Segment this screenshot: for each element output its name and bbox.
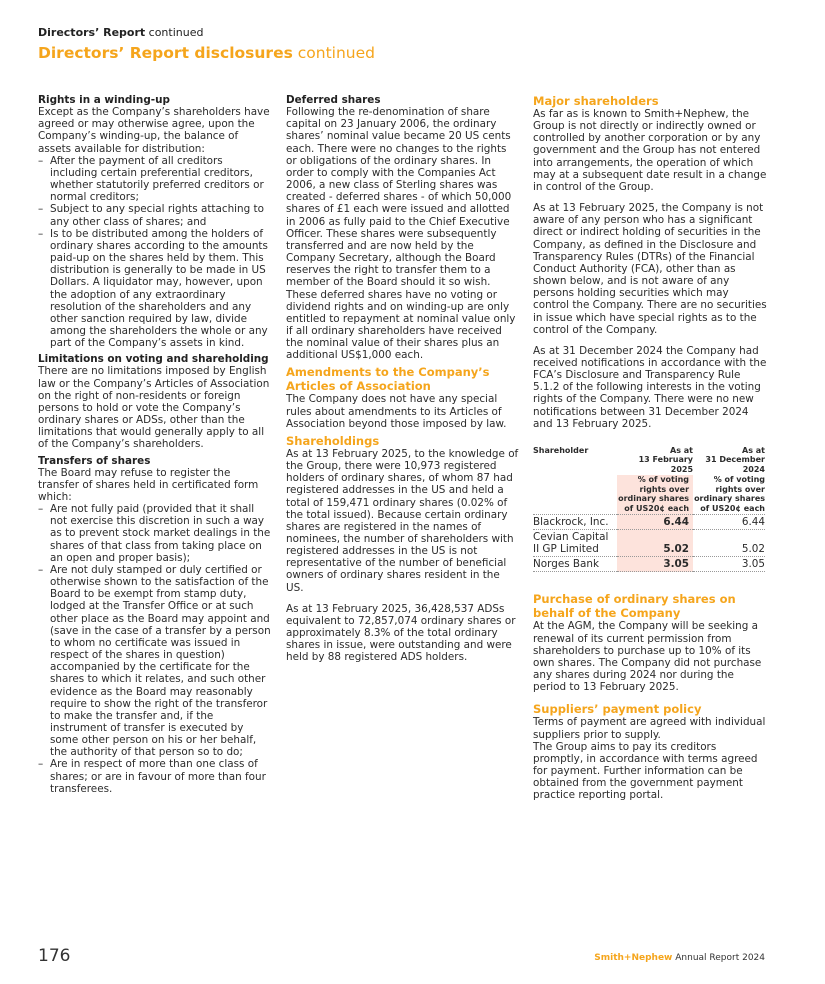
list-item: – After the payment of all creditors including certain preferential creditors, whether statutorily preferred creditors or normal creditors; — [38, 155, 272, 204]
transfers-heading: Transfers of shares — [38, 454, 151, 467]
major-text-1: As far as is known to Smith+Nephew, the Group is not directly or indirectly owned or controlled by another corporation or by any government and the Group has not entered into arrangements, the operation of which may at a subsequent date result in a change in control of the Group. — [533, 108, 767, 193]
value-2025: 3.05 — [617, 557, 693, 572]
winding-up-intro: Except as the Company’s shareholders have agreed or may otherwise agree, upon the Company’s winding-up, the balance of assets available for distribution: — [38, 106, 270, 155]
suppliers-text-2: The Group aims to pay its creditors promptly, in accordance with terms agreed for payment. Further information can be obtained from the government payment practice reporting portal. — [533, 740, 758, 802]
shareholdings-heading: Shareholdings — [286, 433, 380, 448]
column-1 — [38, 94, 272, 795]
table-subheader-2024: % of voting rights over ordinary shares of US20¢ each — [694, 475, 765, 513]
table-header-shareholder: Shareholder — [533, 445, 589, 455]
transfers-intro: The Board may refuse to register the transfer of shares held in certificated form which: — [38, 466, 259, 503]
shareholder-name: Blackrock, Inc. — [533, 515, 617, 530]
page-title-bold: Directors’ Report disclosures — [38, 44, 293, 62]
table-header-2024: As at 31 December 2024 — [705, 445, 765, 474]
value-2024: 3.05 — [693, 557, 765, 572]
section-header-continued: continued — [148, 26, 204, 39]
page-number: 176 — [38, 946, 71, 966]
suppliers-text-1: Terms of payment are agreed with individual suppliers prior to supply. — [533, 716, 766, 741]
table-row — [533, 515, 765, 530]
footer — [594, 953, 765, 963]
transfers-list — [38, 503, 272, 795]
winding-up-heading: Rights in a winding-up — [38, 94, 170, 106]
column-3 — [533, 94, 767, 801]
report-title: Annual Report 2024 — [675, 953, 765, 963]
table-subheader-2025: % of voting rights over ordinary shares of US20¢ each — [617, 475, 693, 515]
amendments-heading: Amendments to the Company’s Articles of Association — [286, 365, 490, 394]
page-title-continued: continued — [297, 44, 375, 62]
major-shareholders-table — [533, 446, 765, 573]
major-shareholders-heading: Major shareholders — [533, 94, 659, 108]
brand-name: Smith+Nephew — [594, 953, 673, 963]
major-text-2: As at 13 February 2025, the Company is not aware of any person who has a significant direct or indirect holding of securities in the Company, as defined in the Disclosure and Transparency Rules (DTRs) of the Financial Conduct Authority (FCA), other than as shown below, and is not aware of any persons holding securities which may control the Company. There are no securities in issue which have special rights as to the control of the Company. — [533, 202, 767, 336]
section-header-bold: Directors’ Report — [38, 26, 146, 39]
page-title — [38, 44, 375, 62]
shareholdings-text-2: As at 13 February 2025, 36,428,537 ADSs equivalent to 72,857,074 ordinary shares or approximately 8.3% of the total ordinary shares in issue, were outstanding and were held by 88 registered ADS holders. — [286, 602, 516, 664]
list-item: – Are not duly stamped or duly certified or otherwise shown to the satisfaction of the Board to be exempt from stamp duty, lodged at the Transfer Office or at such other place as the Board may appoint and (save in the case of a transfer by a person to whom no certificate was issued in respect of the shares in question) accompanied by the certificate for the shares to which it relates, and such other evidence as the Board may reasonably require to show the right of the transferor to make the transfer and, if the instrument of transfer is executed by some other person on his or her behalf, the authority of that person so to do; — [38, 564, 272, 759]
value-2024: 5.02 — [693, 530, 765, 557]
purchase-text: At the AGM, the Company will be seeking a renewal of its current permission from shareholders to purchase up to 10% of its own shares. The Company did not purchase any shares during 2024 nor during the period to 13 February 2025. — [533, 620, 762, 694]
deferred-heading: Deferred shares — [286, 94, 381, 106]
shareholder-name: Cevian Capital II GP Limited — [533, 530, 617, 557]
list-item: – Are in respect of more than one class of shares; or are in favour of more than four transferees. — [38, 758, 272, 794]
purchase-heading: Purchase of ordinary shares on behalf of the Company — [533, 592, 736, 621]
table-row — [533, 557, 765, 572]
shareholder-name: Norges Bank — [533, 557, 617, 572]
value-2025: 5.02 — [617, 530, 693, 557]
winding-up-list — [38, 155, 272, 350]
suppliers-heading: Suppliers’ payment policy — [533, 702, 702, 717]
deferred-text: Following the re-denomination of share capital on 23 January 2006, the ordinary shares’ nominal value became 20 US cents each. There were no changes to the rights or obligations of the ordinary shares. In order to comply with the Companies Act 2006, a new class of Sterling shares was created - deferred shares - of which 50,000 shares of £1 each were issued and allotted in 2006 as fully paid to the Chief Executive Officer. These shares were subsequently transferred and are now held by the Company Secretary, although the Board reserves the right to transfer them to a member of the Board should it so wish. These deferred shares have no voting or dividend rights and on winding-up are only entitled to repayment at nominal value only if all ordinary shareholders have received the nominal value of their shares plus an additional US$1,000 each. — [286, 106, 516, 362]
limitations-text: There are no limitations imposed by English law or the Company’s Articles of Association on the right of non-residents or foreign persons to hold or vote the Company’s ordinary shares or ADSs, other than the limitations that would generally apply to all of the Company’s shareholders. — [38, 365, 270, 451]
column-2 — [286, 94, 520, 664]
section-header — [38, 26, 203, 39]
value-2024: 6.44 — [693, 515, 765, 530]
table-row — [533, 530, 765, 557]
limitations-heading: Limitations on voting and shareholding — [38, 353, 269, 366]
major-text-3: As at 31 December 2024 the Company had received notifications in accordance with the FCA’s Disclosure and Transparency Rule 5.1.2 of the following interests in the voting rights of the Company. There were no new notifications between 31 December 2024 and 13 February 2025. — [533, 344, 767, 430]
list-item: – Are not fully paid (provided that it shall not exercise this discretion in such a way as to prevent stock market dealings in the shares of that class from taking place on an open and proper basis); — [38, 503, 272, 564]
shareholdings-text-1: As at 13 February 2025, to the knowledge of the Group, there were 10,973 registered holders of ordinary shares, of whom 87 had registered addresses in the US and held a total of 159,471 ordinary shares (0.02% of the total issued). Because certain ordinary shares are registered in the names of nominees, the number of shareholders with registered addresses in the US is not representative of the number of beneficial owners of ordinary shares resident in the US. — [286, 447, 519, 594]
list-item: – Is to be distributed among the holders of ordinary shares according to the amounts paid-up on the shares held by them. This distribution is generally to be made in US Dollars. A liquidator may, however, upon the adoption of any extraordinary resolution of the shareholders and any other sanction required by law, divide among the shareholders the whole or any part of the Company’s assets in kind. — [38, 228, 272, 350]
value-2025: 6.44 — [617, 515, 693, 530]
table-header-2025: As at 13 February 2025 — [638, 445, 694, 474]
list-item: – Subject to any special rights attaching to any other class of shares; and — [38, 203, 272, 227]
amendments-text: The Company does not have any special rules about amendments to its Articles of Association beyond those imposed by law. — [286, 393, 507, 430]
